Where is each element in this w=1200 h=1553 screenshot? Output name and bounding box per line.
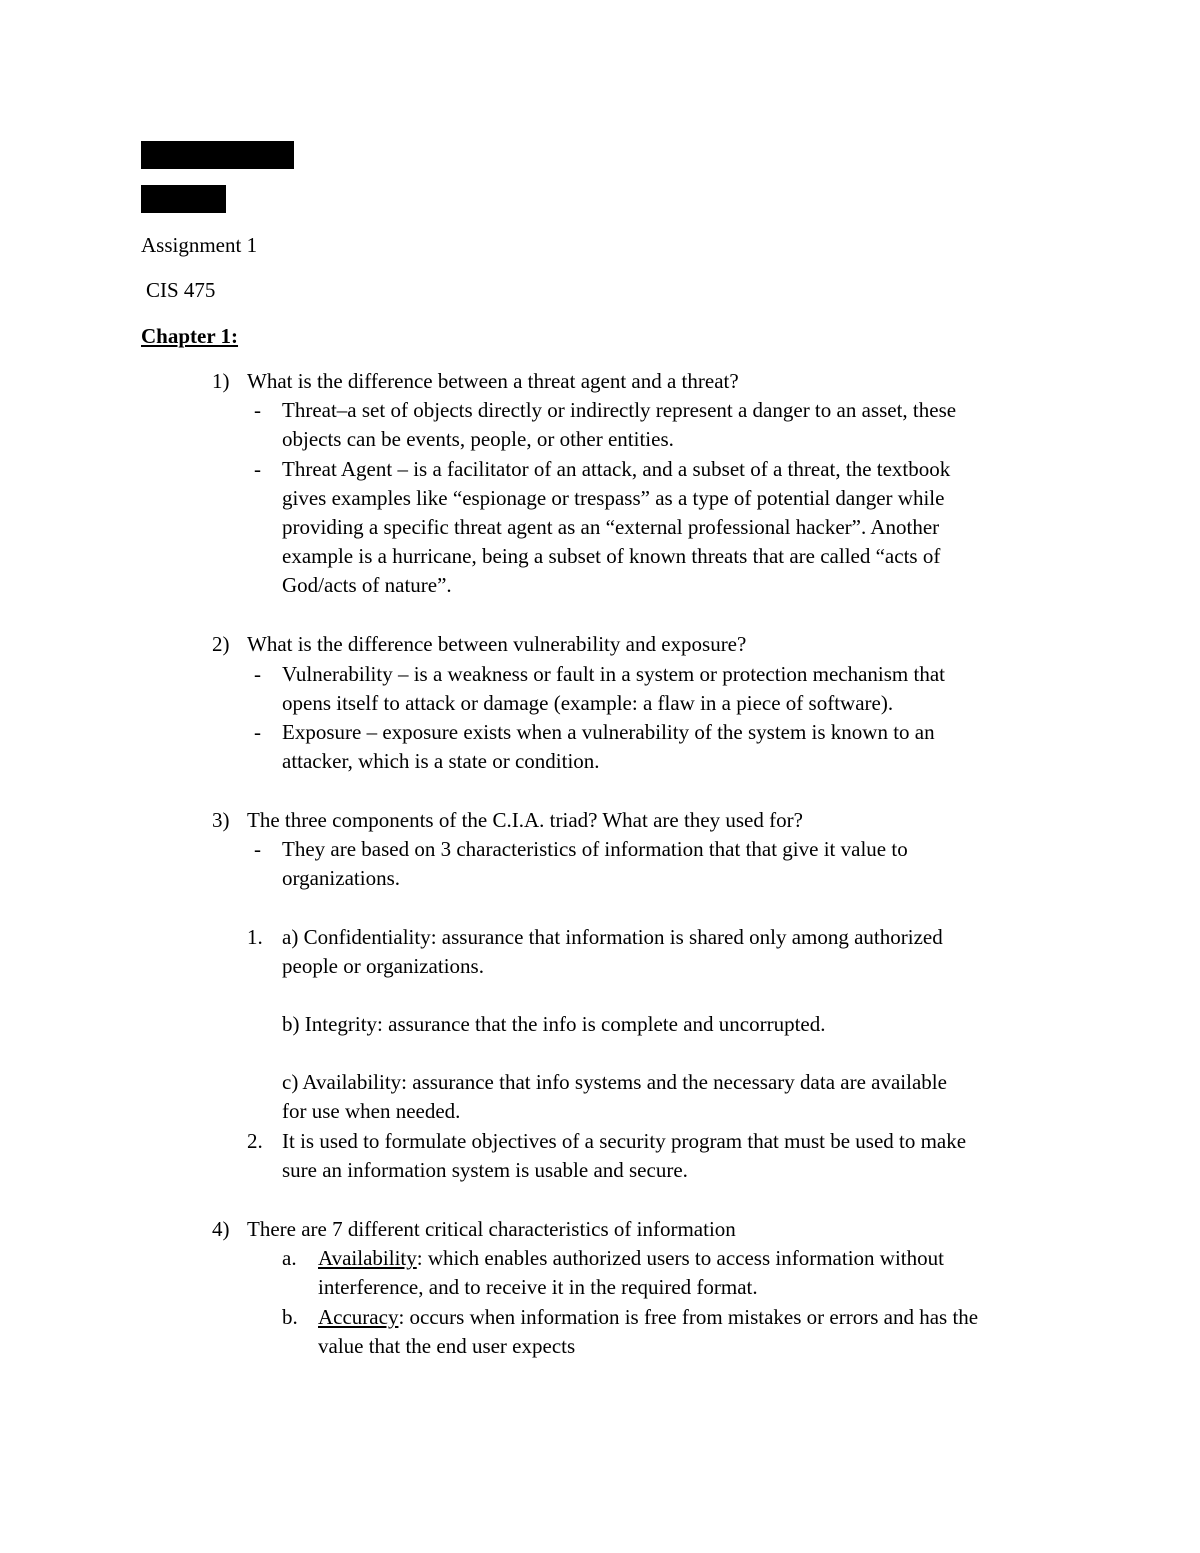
q1-bullet-1-dash: - bbox=[254, 398, 261, 422]
q1-bullet-2-dash: - bbox=[254, 457, 261, 481]
q2-bullet-1-dash: - bbox=[254, 662, 261, 686]
q3-item-c-line-1: c) Availability: assurance that info systems and the necessary data are available bbox=[282, 1070, 947, 1094]
q3-item-2-number: 2. bbox=[247, 1129, 263, 1153]
q2-bullet-1-line-2: opens itself to attack or damage (example: a flaw in a piece of software). bbox=[282, 691, 894, 715]
q3-bullet-dash: - bbox=[254, 837, 261, 861]
q4-item-a-line-1 bbox=[318, 1246, 944, 1271]
q4-item-b-line-2: value that the end user expects bbox=[318, 1334, 576, 1358]
assignment-title: Assignment 1 bbox=[141, 233, 258, 257]
q4-question: There are 7 different critical characteristics of information bbox=[247, 1217, 736, 1241]
q1-number: 1) bbox=[212, 369, 230, 393]
q3-item-a-line-2: people or organizations. bbox=[282, 954, 484, 978]
redacted-name bbox=[141, 141, 294, 169]
q3-item-a-line-1: a) Confidentiality: assurance that information is shared only among authorized bbox=[282, 925, 943, 949]
q1-bullet-2-line-2: gives examples like “espionage or trespass” as a type of potential danger while bbox=[282, 486, 945, 510]
q1-bullet-2-line-1: Threat Agent – is a facilitator of an attack, and a subset of a threat, the textbook bbox=[282, 457, 951, 481]
q3-item-2-line-1: It is used to formulate objectives of a security program that must be used to make bbox=[282, 1129, 967, 1153]
redacted-id bbox=[141, 185, 226, 213]
q4-item-a-letter: a. bbox=[282, 1246, 297, 1270]
q3-number: 3) bbox=[212, 808, 230, 832]
q3-question: The three components of the C.I.A. triad? What are they used for? bbox=[247, 808, 803, 832]
q4-item-b-letter: b. bbox=[282, 1305, 298, 1329]
q4-item-b-term: Accuracy bbox=[318, 1305, 399, 1329]
q1-bullet-2-line-4: example is a hurricane, being a subset of known threats that are called “acts of bbox=[282, 544, 941, 568]
q3-item-1-number: 1. bbox=[247, 925, 263, 949]
q2-question: What is the difference between vulnerability and exposure? bbox=[247, 632, 747, 656]
q2-bullet-2-line-2: attacker, which is a state or condition. bbox=[282, 749, 600, 773]
q3-bullet-line-1: They are based on 3 characteristics of information that that give it value to bbox=[282, 837, 908, 861]
q4-number: 4) bbox=[212, 1217, 230, 1241]
q1-bullet-2-line-5: God/acts of nature”. bbox=[282, 573, 452, 597]
q3-item-c-line-2: for use when needed. bbox=[282, 1099, 461, 1123]
q4-item-b-text: : occurs when information is free from mistakes or errors and has the bbox=[398, 1305, 979, 1329]
q4-item-a-term: Availability bbox=[318, 1246, 417, 1270]
course-code: CIS 475 bbox=[146, 278, 216, 302]
q3-item-2-line-2: sure an information system is usable and secure. bbox=[282, 1158, 688, 1182]
q3-item-b-line-1: b) Integrity: assurance that the info is complete and uncorrupted. bbox=[282, 1012, 826, 1036]
q4-item-b-line-1 bbox=[318, 1305, 978, 1330]
q1-bullet-2-line-3: providing a specific threat agent as an “external professional hacker”. Another bbox=[282, 515, 940, 539]
q2-bullet-2-line-1: Exposure – exposure exists when a vulnerability of the system is known to an bbox=[282, 720, 935, 744]
q1-question: What is the difference between a threat agent and a threat? bbox=[247, 369, 739, 393]
chapter-heading: Chapter 1: bbox=[141, 324, 239, 348]
q1-bullet-1-line-1: Threat–a set of objects directly or indirectly represent a danger to an asset, these bbox=[282, 398, 957, 422]
q1-bullet-1-line-2: objects can be events, people, or other entities. bbox=[282, 427, 674, 451]
q4-item-a-text: : which enables authorized users to access information without bbox=[416, 1246, 944, 1270]
q4-item-a-line-2: interference, and to receive it in the required format. bbox=[318, 1275, 758, 1299]
q2-bullet-1-line-1: Vulnerability – is a weakness or fault in a system or protection mechanism that bbox=[282, 662, 945, 686]
q3-bullet-line-2: organizations. bbox=[282, 866, 401, 890]
q2-bullet-2-dash: - bbox=[254, 720, 261, 744]
q2-number: 2) bbox=[212, 632, 230, 656]
